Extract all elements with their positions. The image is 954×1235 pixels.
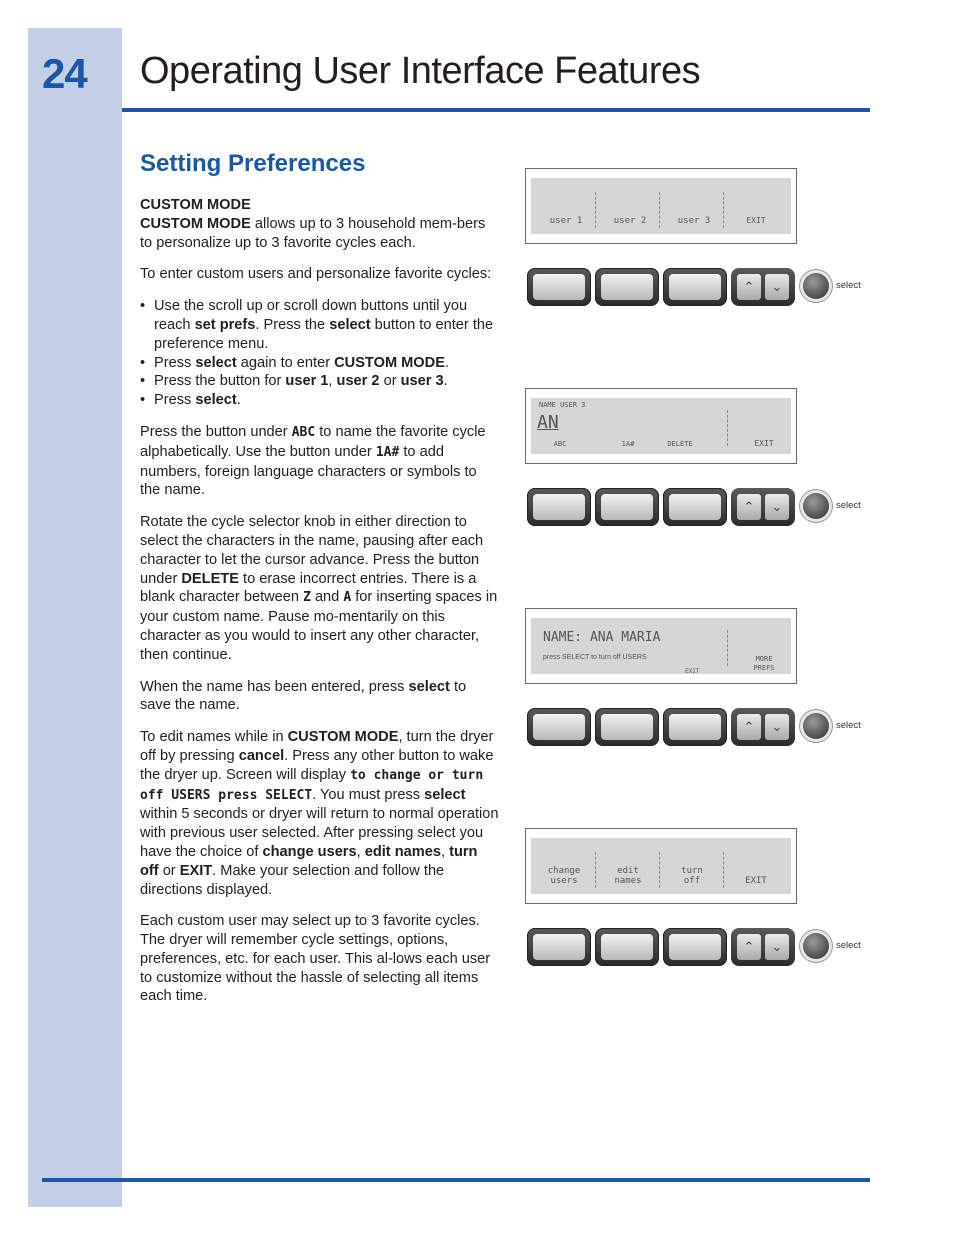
knob-label: select	[836, 500, 861, 511]
lcd-display	[531, 398, 791, 454]
naming-paragraph: Press the button under ABC to name the favorite cycle alphabetically. Use the button under 1A# to add numbers, foreign language characters or symbols to the name.	[140, 423, 486, 499]
lcd-label-abc: ABC	[553, 440, 567, 448]
lcd-screen-name-entry	[525, 388, 797, 464]
page-number: 24	[42, 50, 87, 97]
list-item: • Press the button for user 1, user 2 or user 3.	[140, 372, 500, 391]
scroll-down-icon[interactable]: ⌄	[765, 934, 789, 960]
soft-key-2[interactable]	[595, 488, 659, 526]
edit-paragraph: To edit names while in CUSTOM MODE, turn the dryer off by pressing cancel. Press any other button to wake the dryer up. Screen will display to change or turn off USERS press SELECT. You must press select within 5 seconds or dryer will return to normal operation with previous user selected. After pressing select you have the choice of change users, edit names, turn off or EXIT. Make your selection and follow the directions displayed.	[140, 729, 499, 898]
list-item: • Use the scroll up or scroll down buttons until you reach set prefs. Press the select button to enter the preference menu.	[140, 297, 500, 353]
header-rule	[122, 108, 870, 112]
soft-key-3[interactable]	[663, 708, 727, 746]
lcd-label-more-prefs: MORE PREFS	[753, 655, 775, 672]
lcd-hint-line: press SELECT to turn off USERS	[543, 654, 647, 661]
select-knob[interactable]	[803, 493, 829, 519]
soft-key-1[interactable]	[527, 268, 591, 306]
control-panel	[527, 268, 867, 308]
select-knob[interactable]	[803, 273, 829, 299]
lcd-display	[531, 838, 791, 894]
knob-paragraph: Rotate the cycle selector knob in either direction to select the characters in the name, pausing after each character to let the cursor advance. Press the button under DELETE to erase incorrect entries. There is a blank character between Z and A for inserting spaces in your custom name. Pause mo-mentarily on this character as you would to insert any other character, then continue.	[140, 514, 498, 663]
scroll-key	[731, 928, 795, 966]
favorites-paragraph: Each custom user may select up to 3 favorite cycles. The dryer will remember cycle settings, options, preferences, etc. for each user. This al-lows each user to customize without the hassle of selecting all items each time.	[140, 913, 491, 1005]
scroll-key	[731, 708, 795, 746]
lcd-label-exit: EXIT	[685, 668, 700, 675]
scroll-up-icon[interactable]: ⌃	[737, 274, 761, 300]
list-item: • Press select.	[140, 391, 500, 410]
lcd-label-delete: DELETE	[667, 440, 693, 448]
soft-key-1[interactable]	[527, 928, 591, 966]
soft-key-2[interactable]	[595, 268, 659, 306]
lcd-label-user-1: user 1	[549, 216, 583, 226]
select-knob[interactable]	[803, 933, 829, 959]
lcd-label-exit: EXIT	[746, 216, 766, 225]
soft-key-3[interactable]	[663, 488, 727, 526]
control-panel	[527, 928, 867, 968]
soft-key-2[interactable]	[595, 708, 659, 746]
scroll-up-icon[interactable]: ⌃	[737, 934, 761, 960]
lcd-screen-edit-menu	[525, 828, 797, 904]
scroll-down-icon[interactable]: ⌄	[765, 274, 789, 300]
soft-key-3[interactable]	[663, 928, 727, 966]
lcd-label-edit-names: edit names	[614, 866, 642, 886]
control-panel	[527, 488, 867, 528]
lcd-display	[531, 178, 791, 234]
lcd-label-user-3: user 3	[677, 216, 711, 226]
knob-label: select	[836, 940, 861, 951]
lcd-label-exit: EXIT	[754, 439, 774, 448]
soft-key-1[interactable]	[527, 708, 591, 746]
scroll-up-icon[interactable]: ⌃	[737, 714, 761, 740]
lcd-label-1a: 1A#	[621, 440, 635, 448]
save-paragraph: When the name has been entered, press select to save the name.	[140, 678, 467, 714]
section-title: Setting Preferences	[140, 150, 366, 177]
soft-key-3[interactable]	[663, 268, 727, 306]
steps-list	[140, 297, 500, 410]
lcd-label-exit: EXIT	[745, 876, 767, 886]
knob-label: select	[836, 280, 861, 291]
footer-rule	[42, 1178, 870, 1182]
lcd-screen-users	[525, 168, 797, 244]
soft-key-1[interactable]	[527, 488, 591, 526]
control-panel	[527, 708, 867, 748]
knob-label: select	[836, 720, 861, 731]
list-item: • Press select again to enter CUSTOM MODE.	[140, 354, 500, 373]
lcd-label-turn-off: turn off	[681, 866, 703, 886]
lcd-name-entry: AN	[537, 412, 559, 433]
body-text	[140, 196, 500, 1019]
intro-paragraph: CUSTOM MODE CUSTOM MODE allows up to 3 household mem-bers to personalize up to 3 favorite cycles each.	[140, 197, 486, 251]
scroll-down-icon[interactable]: ⌄	[765, 714, 789, 740]
scroll-key	[731, 268, 795, 306]
subhead: CUSTOM MODE	[140, 197, 251, 213]
scroll-down-icon[interactable]: ⌄	[765, 494, 789, 520]
lcd-name-line: NAME: ANA MARIA	[543, 630, 661, 645]
lcd-label-change-users: change users	[547, 866, 581, 886]
enter-paragraph: To enter custom users and personalize favorite cycles:	[140, 266, 492, 283]
lcd-label-user-2: user 2	[613, 216, 647, 226]
soft-key-2[interactable]	[595, 928, 659, 966]
select-knob[interactable]	[803, 713, 829, 739]
scroll-up-icon[interactable]: ⌃	[737, 494, 761, 520]
lcd-screen-name-saved	[525, 608, 797, 684]
page-sidebar	[28, 28, 122, 1207]
lcd-display	[531, 618, 791, 674]
page-title: Operating User Interface Features	[140, 50, 701, 92]
scroll-key	[731, 488, 795, 526]
lcd-header: NAME USER 3	[539, 401, 586, 409]
